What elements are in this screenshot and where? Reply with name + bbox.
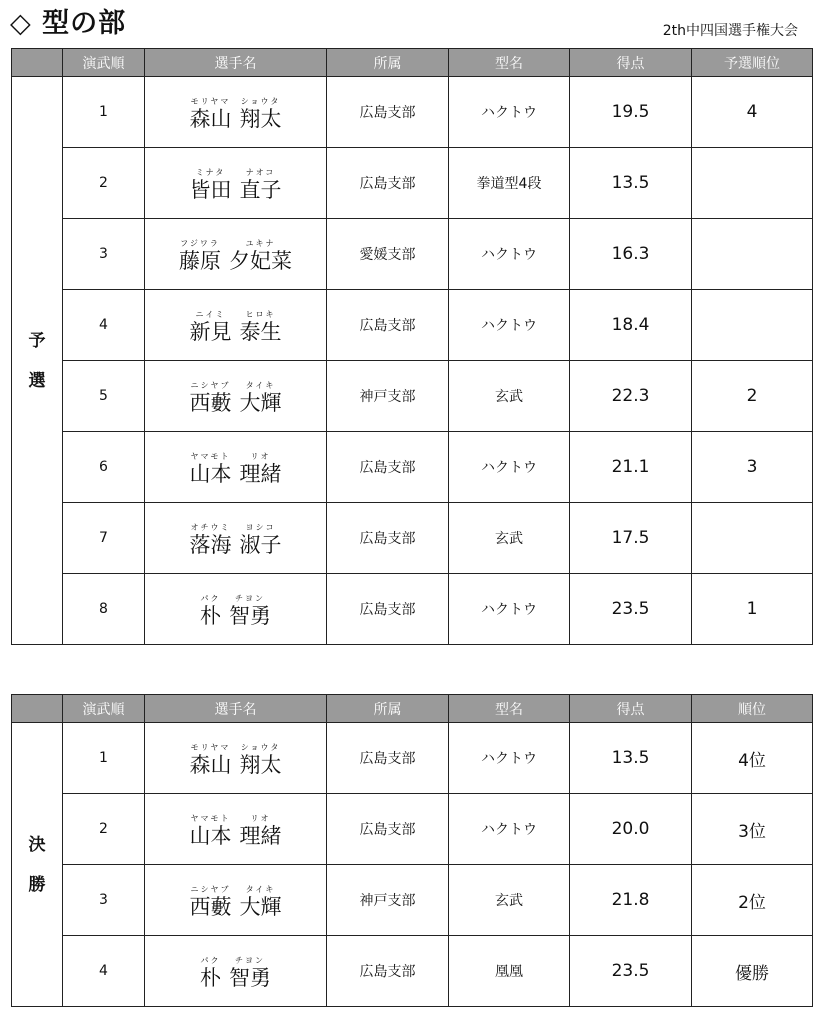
family-name-text: 皆田 xyxy=(189,178,232,202)
given-name xyxy=(240,310,282,344)
kata-cell: ハクトウ xyxy=(449,432,570,503)
given-name xyxy=(240,381,282,415)
given-name-text: 大輝 xyxy=(239,895,282,919)
family-name xyxy=(190,168,232,202)
competitor-name xyxy=(190,97,282,131)
given-name-reading: リオ xyxy=(250,452,271,461)
order-cell: 1 xyxy=(63,723,145,794)
competitor-name-cell xyxy=(145,432,327,503)
score-cell: 16.3 xyxy=(570,219,692,290)
affiliation-cell: 神戸支部 xyxy=(327,361,449,432)
score-cell: 19.5 xyxy=(570,77,692,148)
table-header-row xyxy=(12,695,813,723)
header-kata: 型名 xyxy=(449,695,570,723)
family-name-reading: ヤマモト xyxy=(190,814,231,823)
order-cell: 2 xyxy=(63,148,145,219)
header-name: 選手名 xyxy=(145,695,327,723)
competitor-name-cell xyxy=(145,503,327,574)
competitor-name-cell xyxy=(145,865,327,936)
given-name-text: 理緒 xyxy=(239,462,282,486)
table-row xyxy=(12,936,813,1007)
table-row xyxy=(12,432,813,503)
competitor-name xyxy=(190,381,282,415)
score-cell: 13.5 xyxy=(570,723,692,794)
given-name xyxy=(240,523,282,557)
rank-cell xyxy=(692,148,813,219)
family-name xyxy=(190,814,232,848)
phase-char: 決 xyxy=(28,834,46,855)
final-table xyxy=(11,694,813,1007)
kata-cell: ハクトウ xyxy=(449,723,570,794)
family-name-text: 山本 xyxy=(189,824,232,848)
table-row xyxy=(12,865,813,936)
given-name xyxy=(229,956,271,990)
score-cell: 20.0 xyxy=(570,794,692,865)
table-row xyxy=(12,794,813,865)
header-blank xyxy=(12,695,63,723)
competitor-name xyxy=(190,885,282,919)
final-body xyxy=(12,723,813,1007)
affiliation-cell: 広島支部 xyxy=(327,723,449,794)
affiliation-cell: 広島支部 xyxy=(327,794,449,865)
rank-cell: 優勝 xyxy=(692,936,813,1007)
phase-char: 選 xyxy=(28,370,46,391)
competitor-name-cell xyxy=(145,574,327,645)
competitor-name xyxy=(190,452,282,486)
phase-char: 勝 xyxy=(28,874,46,895)
score-cell: 21.8 xyxy=(570,865,692,936)
order-cell: 3 xyxy=(63,219,145,290)
family-name-reading: モリヤマ xyxy=(190,743,231,752)
family-name-reading: モリヤマ xyxy=(190,97,231,106)
competitor-name xyxy=(200,956,271,990)
family-name-text: 藤原 xyxy=(179,249,221,273)
order-cell: 3 xyxy=(63,865,145,936)
family-name-text: 山本 xyxy=(189,462,232,486)
competitor-name-cell xyxy=(145,936,327,1007)
kata-cell: ハクトウ xyxy=(449,794,570,865)
family-name-reading: ヤマモト xyxy=(190,452,231,461)
rank-cell: 2位 xyxy=(692,865,813,936)
affiliation-cell: 愛媛支部 xyxy=(327,219,449,290)
family-name xyxy=(200,594,221,628)
affiliation-cell: 広島支部 xyxy=(327,77,449,148)
family-name-text: 西藪 xyxy=(189,895,232,919)
competitor-name-cell xyxy=(145,723,327,794)
kata-cell: ハクトウ xyxy=(449,574,570,645)
competitor-name-cell xyxy=(145,148,327,219)
order-cell: 6 xyxy=(63,432,145,503)
family-name xyxy=(179,239,221,273)
kata-cell: 凰凰 xyxy=(449,936,570,1007)
given-name-text: 夕妃菜 xyxy=(229,249,292,273)
rank-cell: 2 xyxy=(692,361,813,432)
family-name-reading: フジワラ xyxy=(180,239,220,248)
phase-label xyxy=(12,77,63,645)
table-row xyxy=(12,503,813,574)
family-name-reading: パク xyxy=(200,594,221,603)
given-name-reading: タイキ xyxy=(245,381,276,390)
kata-cell: ハクトウ xyxy=(449,290,570,361)
table-header-row xyxy=(12,49,813,77)
competitor-name xyxy=(190,523,282,557)
given-name-reading: ヒロキ xyxy=(245,310,276,319)
competitor-name-cell xyxy=(145,290,327,361)
competitor-name-cell xyxy=(145,219,327,290)
header-score: 得点 xyxy=(570,695,692,723)
competitor-name xyxy=(179,239,292,273)
affiliation-cell: 広島支部 xyxy=(327,148,449,219)
header-kata: 型名 xyxy=(449,49,570,77)
given-name-text: 大輝 xyxy=(239,391,282,415)
given-name-text: 智勇 xyxy=(229,966,271,990)
header-name: 選手名 xyxy=(145,49,327,77)
family-name-reading: オチウミ xyxy=(190,523,231,532)
given-name-reading: ショウタ xyxy=(240,97,281,106)
given-name-reading: タイキ xyxy=(245,885,276,894)
event-name: 2th中四国選手権大会 xyxy=(662,23,798,39)
kata-cell: 拳道型4段 xyxy=(449,148,570,219)
order-cell: 5 xyxy=(63,361,145,432)
header-rank: 予選順位 xyxy=(692,49,813,77)
given-name-reading: ナオコ xyxy=(245,168,276,177)
given-name-reading: チヨン xyxy=(235,956,265,965)
table-row xyxy=(12,361,813,432)
score-cell: 13.5 xyxy=(570,148,692,219)
competitor-name-cell xyxy=(145,77,327,148)
given-name-text: 智勇 xyxy=(229,604,271,628)
rank-cell xyxy=(692,219,813,290)
affiliation-cell: 広島支部 xyxy=(327,936,449,1007)
kata-cell: ハクトウ xyxy=(449,219,570,290)
given-name xyxy=(240,885,282,919)
rank-cell: 1 xyxy=(692,574,813,645)
order-cell: 1 xyxy=(63,77,145,148)
kata-cell: 玄武 xyxy=(449,503,570,574)
family-name-text: 森山 xyxy=(189,107,232,131)
score-cell: 18.4 xyxy=(570,290,692,361)
competitor-name-cell xyxy=(145,794,327,865)
family-name-text: 新見 xyxy=(189,320,232,344)
given-name xyxy=(240,97,282,131)
rank-cell xyxy=(692,290,813,361)
given-name xyxy=(229,239,292,273)
header-blank xyxy=(12,49,63,77)
order-cell: 7 xyxy=(63,503,145,574)
kata-cell: 玄武 xyxy=(449,865,570,936)
score-cell: 23.5 xyxy=(570,936,692,1007)
given-name-text: 泰生 xyxy=(239,320,282,344)
family-name-text: 朴 xyxy=(200,604,221,628)
phase-char: 予 xyxy=(28,330,46,351)
preliminary-table xyxy=(11,48,813,645)
family-name xyxy=(190,310,232,344)
rank-cell: 4位 xyxy=(692,723,813,794)
competitor-name xyxy=(190,814,282,848)
kata-cell: 玄武 xyxy=(449,361,570,432)
affiliation-cell: 広島支部 xyxy=(327,290,449,361)
given-name-text: 翔太 xyxy=(239,107,282,131)
score-cell: 22.3 xyxy=(570,361,692,432)
given-name-reading: ユキナ xyxy=(245,239,276,248)
competitor-name xyxy=(190,310,282,344)
table-row xyxy=(12,723,813,794)
family-name-reading: ニイミ xyxy=(195,310,226,319)
competitor-name-cell xyxy=(145,361,327,432)
competitor-name xyxy=(200,594,271,628)
given-name-text: 翔太 xyxy=(239,753,282,777)
given-name-reading: リオ xyxy=(250,814,271,823)
affiliation-cell: 広島支部 xyxy=(327,574,449,645)
family-name xyxy=(190,97,232,131)
table-row xyxy=(12,219,813,290)
rank-cell: 3 xyxy=(692,432,813,503)
competitor-name xyxy=(190,743,282,777)
header-affiliation: 所属 xyxy=(327,695,449,723)
family-name-text: 朴 xyxy=(200,966,221,990)
family-name-reading: パク xyxy=(200,956,221,965)
family-name xyxy=(190,523,232,557)
family-name-reading: ニシヤブ xyxy=(190,381,231,390)
order-cell: 4 xyxy=(63,936,145,1007)
rank-cell: 3位 xyxy=(692,794,813,865)
score-cell: 17.5 xyxy=(570,503,692,574)
header-order: 演武順 xyxy=(63,695,145,723)
header-order: 演武順 xyxy=(63,49,145,77)
table-row xyxy=(12,574,813,645)
family-name-text: 西藪 xyxy=(189,391,232,415)
family-name xyxy=(190,743,232,777)
given-name xyxy=(240,814,282,848)
family-name-reading: ニシヤブ xyxy=(190,885,231,894)
order-cell: 8 xyxy=(63,574,145,645)
given-name-text: 淑子 xyxy=(239,533,282,557)
family-name xyxy=(190,452,232,486)
header-score: 得点 xyxy=(570,49,692,77)
order-cell: 2 xyxy=(63,794,145,865)
rank-cell: 4 xyxy=(692,77,813,148)
given-name-reading: ヨシコ xyxy=(245,523,276,532)
affiliation-cell: 広島支部 xyxy=(327,503,449,574)
family-name-text: 落海 xyxy=(189,533,232,557)
given-name xyxy=(240,452,282,486)
order-cell: 4 xyxy=(63,290,145,361)
header-rank: 順位 xyxy=(692,695,813,723)
family-name xyxy=(190,885,232,919)
affiliation-cell: 広島支部 xyxy=(327,432,449,503)
affiliation-cell: 神戸支部 xyxy=(327,865,449,936)
given-name-text: 直子 xyxy=(239,178,282,202)
score-cell: 21.1 xyxy=(570,432,692,503)
given-name xyxy=(240,743,282,777)
page-title: ◇ 型の部 xyxy=(10,8,127,39)
kata-cell: ハクトウ xyxy=(449,77,570,148)
table-row xyxy=(12,148,813,219)
family-name-text: 森山 xyxy=(189,753,232,777)
given-name-reading: チヨン xyxy=(235,594,265,603)
given-name-reading: ショウタ xyxy=(240,743,281,752)
score-cell: 23.5 xyxy=(570,574,692,645)
preliminary-body xyxy=(12,77,813,645)
competitor-name xyxy=(190,168,282,202)
given-name-text: 理緒 xyxy=(239,824,282,848)
given-name xyxy=(240,168,282,202)
phase-label xyxy=(12,723,63,1007)
family-name-reading: ミナタ xyxy=(195,168,226,177)
table-row xyxy=(12,290,813,361)
given-name xyxy=(229,594,271,628)
header-affiliation: 所属 xyxy=(327,49,449,77)
family-name xyxy=(190,381,232,415)
table-row xyxy=(12,77,813,148)
family-name xyxy=(200,956,221,990)
rank-cell xyxy=(692,503,813,574)
